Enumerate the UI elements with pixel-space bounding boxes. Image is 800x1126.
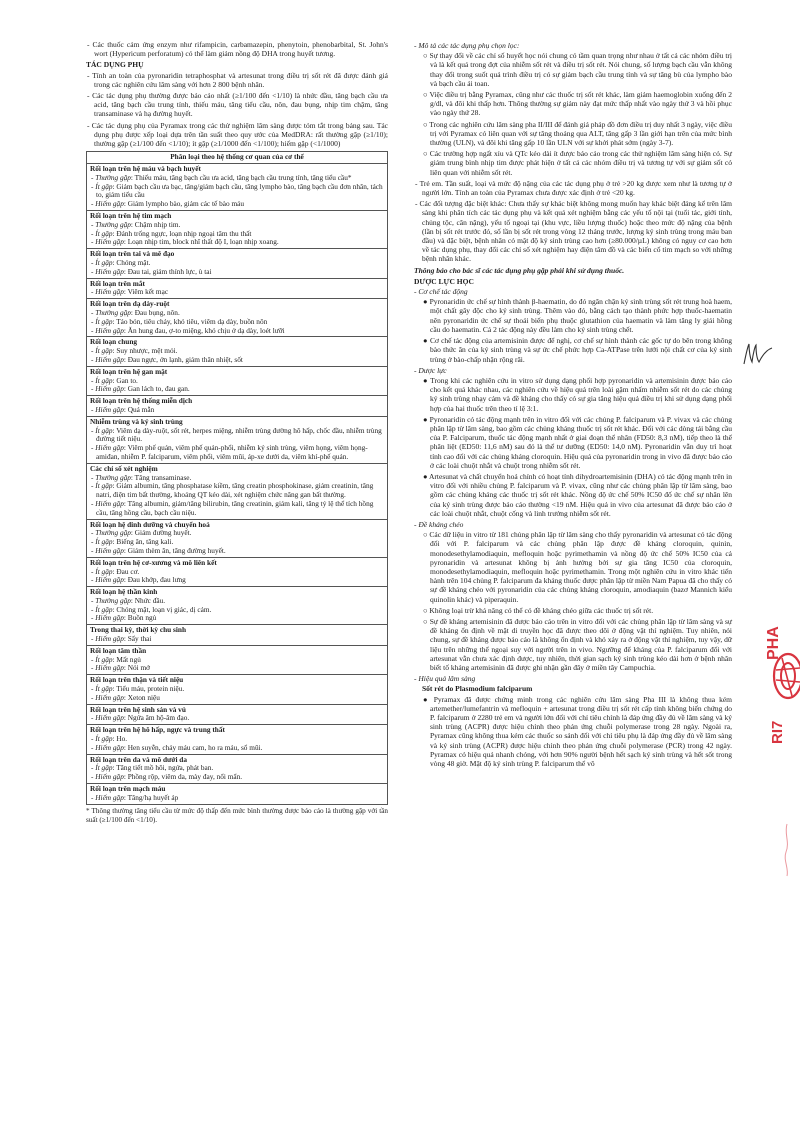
table-row [87, 754, 388, 783]
side-effect-text: : Đau khớp, đau lưng [123, 575, 186, 585]
table-row [87, 704, 388, 725]
side-effect-text: : Hen suyễn, chảy máu cam, ho ra máu, sổ mũi. [123, 742, 263, 752]
organ-system-name: Rối loạn trên hệ tim mạch [90, 211, 172, 221]
table-row [87, 416, 388, 463]
frequency-label: Hiếm gặp [95, 325, 124, 335]
subheading: - Cơ chế tác động [414, 287, 468, 297]
table-cell [87, 645, 388, 674]
side-effect-text: : Gan to. [112, 375, 138, 385]
left-column [86, 40, 388, 827]
organ-system-name: Rối loạn trên hệ gan mật [90, 366, 168, 376]
stamp-text-1: PHA [765, 626, 782, 660]
organ-system-name: Nhiễm trùng và ký sinh trùng [90, 416, 183, 426]
frequency-label: Thường gặp [95, 528, 131, 538]
side-effect-item: - Ít gặp: Ho. [91, 734, 128, 744]
paragraph-children: - Trẻ em. Tần suất, loại và mức độ nặng của các tác dụng phụ ở trẻ >20 kg được xem như là tương tự ở người lớn. Tính an toàn của Pyramax chưa được xác định ở trẻ <20 kg. [415, 178, 732, 198]
side-effect-text: : Biếng ăn, tăng kali. [112, 537, 174, 547]
organ-system-name: Rối loạn trên hệ sinh sản và vú [90, 704, 186, 714]
table-cell [87, 211, 388, 249]
organ-system-name: Trong thai kỳ, thời kỳ chu sinh [90, 625, 187, 635]
side-effect-item: - Hiếm gặp: Tăng/hạ huyết áp [91, 792, 179, 802]
side-effect-item: - Hiếm gặp: Nói mớ [91, 663, 150, 673]
side-effect-text: : Viêm dạ dày-ruột, sốt rét, herpes miệng, nhiễm trùng đường hô hấp, chốc đầu, nhiễm trùng đường tiết niệu. [96, 425, 382, 444]
frequency-label: Ít gặp [95, 316, 113, 326]
side-effect-text: : Giảm thèm ăn, tăng đường huyết. [123, 545, 226, 555]
organ-system-name: Các chỉ số xét nghiệm [90, 463, 158, 473]
side-effect-item: - Hiếm gặp: Viêm phế quản, viêm phế quản-phổi, nhiễm ký sinh trùng, viêm họng, viêm họng-amiđan, nhiễm P. falciparum, viêm phổi, viêm mũi, áp-xe dưới da, viêm khí-phế quản. [91, 443, 368, 461]
side-effect-text: : Tăng transaminase. [130, 472, 192, 482]
table-cell [87, 784, 388, 805]
text: Không loại trừ khả năng có thể có đề kháng chéo giữa các thuốc trị sốt rét. [429, 605, 654, 615]
organ-system-name: Rối loạn trên hệ cơ-xương và mô liên kết [90, 557, 217, 567]
side-effect-item: - Thường gặp: Giảm đường huyết. [91, 528, 192, 538]
side-effect-text: : Ho. [112, 734, 128, 744]
text: Các trường hợp ngất xỉu và QTc kéo dài ít được báo cáo trong các thử nghiệm lâm sàng hiện có. Sự giảm trung bình nhịp tim được phát hiện ở tất cả các nhóm điều trị và tương tự với sự giảm sốt có liên quan với nhiễm sốt rét. [429, 149, 732, 177]
side-effect-item: - Ít gặp: Viêm dạ dày-ruột, sốt rét, herpes miệng, nhiễm trùng đường hô hấp, chốc đầu, nhiễm trùng đường tiết niệu. [91, 425, 382, 444]
organ-system-name: Rối loạn hệ thần kinh [90, 587, 158, 597]
frequency-label: Hiếm gặp [95, 742, 124, 752]
side-effect-item: - Thường gặp: Đau bụng, nôn. [91, 307, 180, 317]
frequency-label: Thường gặp [95, 172, 131, 182]
table-row [87, 784, 388, 805]
side-effects-table [86, 151, 388, 804]
organ-system-name: Rối loạn chung [90, 337, 138, 347]
bullet-paragraph: ○ Sự đề kháng artemisinin đã được báo cáo trên in vitro đối với các chủng phân lập từ lâm sàng và sự đề kháng ổn định về mặt di truyền học đã được theo dõi ở động vật thí nghiệm. Tuy nhiên, nói chung, sự đề kháng được báo cáo là không ổn định và khó xảy ra ở động vật thí nghiệm, tuy vậy, dữ liệu trên những thể ngoại suy với người trên in vivo. Ngưỡng để kháng của P. falciparum đối với artesunat vẫn chưa xác định được, tuy nhiên, thời gian sạch ký sinh trùng kéo dài hơn ở bệnh nhân biết tố kháng artemisinin đã được ghi nhận gần đây ở miền tây Campuchia. [423, 616, 732, 672]
side-effect-text: : Sẩy thai [123, 634, 152, 644]
frequency-label: Hiếm gặp [95, 199, 124, 209]
bullet-paragraph: ○ Việc điều trị bằng Pyramax, cũng như các thuốc trị sốt rét khác, làm giảm haemoglobin xuống đến 2 g/dl, và đôi khi thấp hơn. Thông thường sự giảm này đạt mức thấp nhất vào ngày thứ 3 và hồi phục vào ngày thứ 28. [423, 90, 732, 118]
side-effect-item: - Hiếm gặp: Loạn nhịp tim, block nhĩ thất độ I, loạn nhịp xoang. [91, 237, 279, 247]
table-cell [87, 278, 388, 299]
table-row [87, 557, 388, 586]
organ-system-name: Rối loạn trên mạch máu [90, 784, 166, 794]
table-row [87, 366, 388, 395]
bullet-paragraph: ● Artesunat và chất chuyển hoá chính có hoạt tính dihydroartemisinin (DHA) có tác động mạnh trên in vitro đối với nhiều chủng P. falciparum và P. vivax, cũng như các chủng phân lập từ lâm sàng, bao gồm các chủng kháng các thuốc trị sốt rét khác. Nồng độ ức chế 50% IC50 đố ức chế sự nhân lên của ký sinh trùng được báo cáo thường <19 nM. Hiệu quả in vivo của artesunat đã được báo cáo ở các loài chuột nhắt, chuột cống và linh trưởng nhiễm sốt rét. [423, 471, 732, 518]
side-effect-item: - Ít gặp: Giảm bạch cầu ưa bạc, tăng/giảm bạch cầu, tăng lympho bào, tăng bạch cầu đơn nhân, tách to, giảm tiểu cầu [91, 181, 383, 200]
text: Trong khi các nghiên cứu in vitro sử dụng dạng phối hợp pyronaridin và artemisinin được báo cáo cho kết quả khác nhau, các nghiên cứu về hiệu quả trên loài gặm nhấm nhiễm sốt rét do các chủng ký sinh trùng nhạy cảm và đề kháng cho thấy có sự gia tăng hiệu quả điều trị khi sử dụng dạng phối hợp của hai thuốc trên theo tỉ lệ 3:1. [430, 375, 732, 413]
table-cell [87, 625, 388, 646]
subsection-title: Sốt rét do Plasmodium falciparum [422, 684, 533, 694]
signature-icon [740, 340, 776, 368]
frequency-label: Hiếm gặp [95, 354, 124, 364]
side-effect-text: : Gan lách to, đau gan. [123, 384, 190, 394]
table-cell [87, 587, 388, 625]
frequency-label: Ít gặp [95, 228, 113, 238]
side-effect-text: : Suy nhược, mệt mỏi. [112, 346, 178, 356]
text: Artesunat và chất chuyển hoá chính có hoạt tính dihydroartemisinin (DHA) có tác động mạnh trên in vitro đối với nhiều chủng P. falciparum và P. vivax, cũng như các chủng phân lập từ lâm sàng, bao gồm các chủng kháng các thuốc trị sốt rét khác. Nồng độ ức chế 50% IC50 đố ức chế sự nhân lên của ký sinh trùng được báo cáo thường <19 nM. Hiệu quả in vivo của artesunat đã được báo cáo ở các loài chuột nhắt, chuột cống và linh trưởng nhiễm sốt rét. [429, 471, 732, 518]
frequency-label: Hiếm gặp [95, 692, 124, 702]
organ-system-name: Rối loạn trên hệ máu và bạch huyết [90, 164, 201, 174]
bullet-paragraph: ○ Trong các nghiên cứu lâm sàng pha II/III để đánh giá pháp đồ đơn điều trị duy nhất 3 ngày, việc điều trị với Pyramax có liên quan với sự tăng thoáng qua ALT, tăng gấp 3 lần giới hạn trên của mức bình thường (ULN), và đôi khi tăng gấp 10 lần ULN với sự khởi phát sớm (ngày 3-7). [423, 119, 732, 148]
organ-system-name: Rối loạn trên thận và tiết niệu [90, 675, 184, 685]
organ-system-name: Rối loạn trên da và mô dưới da [90, 754, 188, 764]
side-effect-item: - Hiếm gặp: Buồn ngủ [91, 613, 157, 623]
text: Sự thay đổi về các chỉ số huyết học nói chung có tầm quan trọng như nhau ở tất cả các nhóm điều trị và là kết quả trong đợt của nhiễm sốt rét và điều trị sốt rét. Nói chung, số lượng bạch cầu vẫn không thay đổi trong suốt quá trình điều trị có sự giảm bạch cầu trung tính và sự tăng bù của lympho bào và bạch cầu ái toan. [429, 51, 732, 88]
table-row [87, 249, 388, 278]
side-effect-text: : Giảm albumin, tăng phosphatase kiềm, tăng creatin phosphokinase, giảm creatinin, tăng natri, điện tim bất thường, khoảng QT kéo dài, xét nghiệm chức năng gan bất thường. [96, 481, 374, 500]
side-effect-text: : Tăng albumin, giảm/tăng bilirubin, tăng creatinin, giảm kali, tăng tỷ lệ thể tích hồng cầu, tăng hồng cầu, bạch cầu niệu. [96, 498, 374, 517]
text: Trong các nghiên cứu lâm sàng pha II/III để đánh giá pháp đồ đơn điều trị duy nhất 3 ngày, việc điều trị với Pyramax có liên quan với sự tăng thoáng qua ALT, tăng gấp 3 lần giới hạn trên của mức bình thường (ULN), và đôi khi tăng gấp 10 lần ULN với sự khởi phát sớm (ngày 3-7). [429, 119, 732, 148]
paragraph-special-populations: - Các đối tượng đặc biệt khác: Chưa thấy sự khác biệt không mong muốn hay khác biệt đáng kể trên lâm sàng khi phân tích các tác dụng phụ và kết quả xét nghiệm bằng các yếu tố nội tại (tuổi tác, giới tính, chủng tộc, cân nặng), yếu tố ngoại tại (khu vực, liều lượng thuốc) hoặc theo mức độ nặng của bệnh (lần bị sốt rét trước đó, số lần bị sốt rét trong vòng 12 tháng trước, lượng ký sinh trùng trong máu ban đầu) và đặc biệt, bệnh nhân có mật độ ký sinh trùng cao hơn (≥80.000/µL) không có nguy cơ cao hơn về tác dụng phụ, thay đổi các chỉ số xét nghiệm hay điện tâm đồ và các biến cố tim mạch so với những bệnh nhân khác. [415, 199, 732, 264]
side-effect-item: - Thường gặp: Thiếu máu, tăng bạch cầu ưa acid, tăng bạch cầu trung tính, tăng tiểu cầu* [91, 172, 352, 182]
frequency-label: Hiếm gặp [95, 663, 124, 673]
frequency-label: Ít gặp [95, 566, 113, 576]
table-cell [87, 754, 388, 783]
side-effect-text: : Mất ngủ [112, 654, 141, 664]
right-column [414, 40, 732, 770]
side-effect-text: : Phồng rộp, viêm da, mày đay, nổi mẩn. [123, 772, 243, 782]
side-effect-text: : Đau bụng, nôn. [130, 307, 180, 317]
side-effect-item: - Hiếm gặp: Gan lách to, đau gan. [91, 384, 190, 394]
table-cell [87, 299, 388, 337]
side-effect-item: - Ít gặp: Tiểu máu, protein niệu. [91, 684, 185, 694]
table-row [87, 587, 388, 625]
side-effect-text: : Đánh trống ngực, loạn nhịp ngoại tâm thu thất [112, 228, 252, 238]
side-effect-item: - Hiếm gặp: Viêm kết mạc [91, 287, 169, 297]
frequency-label: Hiếm gặp [95, 266, 124, 276]
side-effect-item: - Ít gặp: Tăng tiết mồ hôi, ngứa, phát ban. [91, 763, 214, 773]
frequency-label: Hiếm gặp [95, 545, 124, 555]
side-effect-text: : Giảm bạch cầu ưa bạc, tăng/giảm bạch cầu, tăng lympho bào, tăng bạch cầu đơn nhân, tách to, giảm tiểu cầu [96, 181, 383, 200]
frequency-label: Ít gặp [95, 425, 113, 435]
side-effect-text: : Tiểu máu, protein niệu. [112, 684, 185, 694]
paragraph: - Các tác dụng phụ của Pyramax trong các thử nghiệm lâm sàng được tóm tắt trong bảng sau. Tác dụng phụ được xếp loại dựa trên tần suất theo quy ước của MedDRA: rất thường gặp (≥1/10); thường gặp (≥1/100 đến <1/10); ít gặp (≥1/1000 đến <1/100); hiếm gặp (<1/1000) [87, 120, 388, 149]
text: Pyronaridin ức chế sự hình thành β-haematin, do đó ngăn chặn ký sinh trùng sốt rét trung hoà haem, một chất gây độc cho ký sinh trùng. Thêm vào đó, bằng cách tạo thành phức hợp thuốc-haematin nên pyronaridin ức chế sự thoái biến phụ thuộc glutathion của haematin và làm tăng ly giải hồng cầu do haematin. Cả 2 tác động này đều làm cho ký sinh trùng chết. [429, 297, 732, 334]
frequency-label: Thường gặp [95, 219, 131, 229]
side-effect-text: : Tăng tiết mồ hôi, ngứa, phát ban. [112, 763, 214, 773]
frequency-label: Hiếm gặp [95, 792, 124, 802]
frequency-label: Ít gặp [95, 763, 113, 773]
side-effect-item: - Hiếm gặp: Quá mẫn [91, 404, 155, 414]
text: Cơ chế tác động của artemisinin được để nghị, cơ chế sự hình thành các gốc tự do bên trong không bào thức ăn của ký sinh trùng và sự ức chế phức hợp Ca-ATPase trên lưới nội chất cơ của ký sinh trùng ở bào-chấp nhận rộng rãi. [429, 336, 733, 364]
side-effect-item: - Hiếm gặp: Xeton niệu [91, 692, 160, 702]
frequency-label: Ít gặp [95, 258, 113, 267]
organ-system-name: Rối loạn hệ dinh dưỡng và chuyển hoá [90, 519, 210, 529]
text: Các dữ liệu in vitro từ 181 chủng phân lập từ lâm sàng cho thấy pyronaridin và artesunat có tác động đối với P. falciparum và các chủng phân lập được đề kháng cloroquin, quinin, monodesethylamodiaquin, mefloquin hoặc pyrimethamin và nồng độ ức chế 50% IC50 của cả pyronaridin và artesunat không bị ảnh hưởng bởi sự gia tăng IC50 của cloroquin, monodesethylamodiaquin, mefloquin hoặc pyrimethamin. Trong một nghiên cứu in vitro khác tiến hành trên 104 chủng P. falciparum đa kháng thuốc được phân lập từ miền Nam Papua đã cho thấy có sự đề kháng chéo với pyronaridin của các chủng kháng cloroquin, amodiaquin (bazơ Mannich kiểu quinolin khác) và piperaquin. [429, 530, 733, 604]
frequency-label: Ít gặp [95, 654, 113, 664]
side-effect-item: - Hiếm gặp: Ngứa âm hộ-âm đạo. [91, 713, 190, 723]
side-effect-text: : Chóng mặt, loạn vị giác, dị cảm. [112, 604, 212, 614]
side-effect-item: - Hiếm gặp: Đau tai, giảm thính lực, ù tai [91, 266, 212, 276]
side-effect-item: - Ít gặp: Mất ngủ [91, 654, 141, 664]
frequency-label: Ít gặp [95, 181, 113, 191]
table-cell [87, 725, 388, 754]
table-row [87, 463, 388, 519]
side-effect-item: - Ít gặp: Đau cơ. [91, 566, 140, 576]
bullet-paragraph: ○ Sự thay đổi về các chỉ số huyết học nói chung có tầm quan trọng như nhau ở tất cả các nhóm điều trị và là kết quả trong đợt của nhiễm sốt rét và điều trị sốt rét. Nói chung, số lượng bạch cầu vẫn không thay đổi trong suốt quá trình điều trị có sự giảm bạch cầu trung tính và sự tăng bù của lympho bào và bạch cầu ái toan. [423, 51, 732, 88]
table-row [87, 519, 388, 557]
side-effect-item: - Ít gặp: Chóng mặt, loạn vị giác, dị cảm. [91, 604, 212, 614]
side-effect-item: - Hiếm gặp: Giảm thèm ăn, tăng đường huyết. [91, 545, 226, 555]
side-effect-item: - Hiếm gặp: Sẩy thai [91, 634, 152, 644]
organ-system-name: Rối loạn trên hệ hô hấp, ngực và trung thất [90, 725, 225, 735]
side-effect-text: : Nói mớ [123, 663, 150, 673]
organ-system-name: Rối loạn trên tai và mê đạo [90, 249, 175, 259]
table-cell [87, 557, 388, 586]
side-effect-item: - Ít gặp: Giảm albumin, tăng phosphatase kiềm, tăng creatin phosphokinase, giảm creatinin, tăng natri, điện tim bất thường, khoảng QT kéo dài, xét nghiệm chức năng gan bất thường. [91, 481, 374, 500]
frequency-label: Thường gặp [95, 472, 131, 482]
handwriting-mark-icon [778, 820, 796, 880]
frequency-label: Ít gặp [95, 604, 113, 614]
table-cell [87, 396, 388, 417]
side-effect-item: - Ít gặp: Suy nhược, mệt mỏi. [91, 346, 178, 356]
frequency-label: Thường gặp [95, 307, 131, 317]
frequency-label: Hiếm gặp [95, 287, 124, 297]
side-effect-item: - Hiếm gặp: Ăn hung đau, ợ-to miệng, khó chịu ở dạ dày, loét lưỡi [91, 325, 285, 335]
section-heading-pharmacodynamics: DƯỢC LỰC HỌC [414, 276, 474, 286]
subheading: - Đề kháng chéo [414, 519, 464, 529]
side-effect-item: - Ít gặp: Gan to. [91, 375, 138, 385]
table-cell [87, 164, 388, 211]
side-effect-item: - Ít gặp: Chóng mặt. [91, 258, 151, 267]
subheading: - Mô tả các tác dụng phụ chọn lọc: [414, 41, 520, 50]
bullet-paragraph: ● Pyramax đã được chứng minh trong các nghiên cứu lâm sàng Pha III là không thua kém artemether/lumefantrin và mefloquin + artesunat trong điều trị sốt rét cấp tính không biến chứng do P. falciparum ở 2280 trẻ em và người lớn đối với chỉ tiêu chính là đáp ứng đầy đủ về lâm sàng và ký sinh trùng (ACPR) được hiệu chỉnh theo phản ứng chuỗi polymerase trong 28 ngày. Ngoài ra, Pyramax cũng không thua kém các thuốc so sánh đối với chỉ tiêu phụ là đáp ứng đầy đủ về lâm sàng và ký sinh trùng (ACPR) được hiệu chỉnh theo phản ứng chuỗi polymerase (PCR) trong 42 ngày. Pyramax có hiệu quả nhanh chóng, với hơn 90% người bệnh hết sạch ký sinh trùng và hết sốt trong vòng 48 giờ. Mật độ ký sinh trùng P. falciparum thể vô [423, 694, 733, 769]
text: Việc điều trị bằng Pyramax, cũng như các thuốc trị sốt rét khác, làm giảm haemoglobin xuống đến 2 g/dl, và đôi khi thấp hơn. Thông thường sự giảm này đạt mức thấp nhất vào ngày thứ 3 và hồi phục vào ngày thứ 28. [429, 90, 732, 118]
side-effect-item: - Ít gặp: Biếng ăn, tăng kali. [91, 537, 174, 547]
section-heading-side-effects: TÁC DỤNG PHỤ [86, 60, 144, 70]
side-effect-item: - Thường gặp: Chậm nhịp tim. [91, 219, 181, 229]
frequency-label: Ít gặp [95, 734, 113, 744]
table-row [87, 337, 388, 366]
frequency-label: Hiếm gặp [95, 498, 124, 508]
table-cell [87, 675, 388, 704]
side-effect-text: : Đau cơ. [112, 566, 140, 576]
side-effect-item: - Hiếm gặp: Tăng albumin, giảm/tăng bilirubin, tăng creatinin, giảm kali, tăng tỷ lệ thể tích hồng cầu, tăng hồng cầu, bạch cầu niệu. [91, 498, 374, 517]
table-cell [87, 337, 388, 366]
organ-system-name: Rối loạn trên hệ thống miễn dịch [90, 396, 193, 406]
bullet-paragraph: ● Cơ chế tác động của artemisinin được để nghị, cơ chế sự hình thành các gốc tự do bên trong không bào thức ăn của ký sinh trùng và sự ức chế phức hợp Ca-ATPase trên lưới nội chất cơ của ký sinh trùng ở bào-chấp nhận rộng rãi. [423, 336, 733, 364]
table-row [87, 625, 388, 646]
frequency-label: Hiếm gặp [95, 713, 124, 723]
table-cell [87, 249, 388, 278]
table-row [87, 396, 388, 417]
side-effect-text: : Chậm nhịp tim. [130, 219, 181, 229]
paragraph: - Tính an toàn của pyronaridin tetraphosphat và artesunat trong điều trị sốt rét đã được đánh giá trong các nghiên cứu lâm sàng với hơn 2 800 bệnh nhân. [87, 70, 388, 89]
side-effect-text: : Thiếu máu, tăng bạch cầu ưa acid, tăng bạch cầu trung tính, tăng tiểu cầu* [130, 172, 352, 182]
table-row [87, 299, 388, 337]
side-effect-text: : Giảm lympho bào, giảm các tế bào máu [123, 199, 245, 209]
text: Pyramax đã được chứng minh trong các nghiên cứu lâm sàng Pha III là không thua kém artemether/lumefantrin và mefloquin + artesunat trong điều trị sốt rét cấp tính không biến chứng do P. falciparum ở 2280 trẻ em và người lớn đối với chỉ tiêu chính là đáp ứng đầy đủ về lâm sàng và ký sinh trùng (ACPR) được hiệu chỉnh theo phản ứng chuỗi polymerase trong 28 ngày. Ngoài ra, Pyramax cũng không thua kém các thuốc so sánh đối với chỉ tiêu phụ là đáp ứng đầy đủ về lâm sàng và ký sinh trùng (ACPR) được hiệu chỉnh theo phản ứng chuỗi polymerase (PCR) trong 42 ngày. Pyramax có hiệu quả nhanh chóng, với hơn 90% người bệnh hết sạch ký sinh trùng và hết sốt trong vòng 48 giờ. Mật độ ký sinh trùng P. falciparum thể vô [430, 694, 733, 769]
frequency-label: Hiếm gặp [95, 634, 124, 644]
text: Sự đề kháng artemisinin đã được báo cáo trên in vitro đối với các chủng phân lập từ lâm sàng và sự đề kháng ổn định về mặt di truyền học đã được theo dõi ở động vật thí nghiệm. Tuy nhiên, nói chung, sự đề kháng được báo cáo là không ổn định và khó xảy ra ở động vật thí nghiệm, tuy vậy, dữ liệu trên những thể ngoại suy với người trên in vivo. Ngưỡng để kháng của P. falciparum đối với artesunat vẫn chưa xác định được, tuy nhiên, thời gian sạch ký sinh trùng kéo dài hơn ở bệnh nhân biết tố kháng artemisinin đã được ghi nhận gần đây ở miền tây Campuchia. [429, 616, 732, 672]
frequency-label: Ít gặp [95, 346, 113, 356]
bullet-paragraph: ○ Các dữ liệu in vitro từ 181 chủng phân lập từ lâm sàng cho thấy pyronaridin và artesunat có tác động đối với P. falciparum và các chủng phân lập được đề kháng cloroquin, quinin, monodesethylamodiaquin, mefloquin hoặc pyrimethamin và nồng độ ức chế 50% IC50 của cả pyronaridin và artesunat không bị ảnh hưởng bởi sự gia tăng IC50 của cloroquin, monodesethylamodiaquin, mefloquin hoặc pyrimethamin. Trong một nghiên cứu in vitro khác tiến hành trên 104 chủng P. falciparum đa kháng thuốc được phân lập từ miền Nam Papua đã cho thấy có sự đề kháng chéo với pyronaridin của các chủng kháng cloroquin, amodiaquin (bazơ Mannich kiểu quinolin khác) và piperaquin. [423, 530, 733, 604]
subheading: - Hiệu quả lâm sàng [414, 674, 476, 684]
side-effect-text: : Viêm phế quản, viêm phế quản-phổi, nhiễm ký sinh trùng, viêm họng, viêm họng-amiđan, nhiễm P. falciparum, viêm phổi, viêm mũi, áp-xe dưới da, viêm khí-phế quản. [96, 443, 368, 461]
side-effect-text: : Đau ngực, ớn lạnh, giảm thân nhiệt, sốt [123, 354, 243, 364]
table-cell [87, 519, 388, 557]
interaction-paragraph: - Các thuốc cảm ứng enzym như rifampicin, carbamazepin, phenytoin, phenobarbital, St. John's wort (Hypericum perforatum) có thể làm giảm nồng độ DHA trong huyết tương. [87, 40, 388, 59]
bullet-paragraph: ● Pyronaridin có tác động mạnh trên in vitro đối với các chủng P. falciparum và P. vivax và các chủng phân lập từ lâm sàng, bao gồm các chủng kháng thuốc trị sốt rét khác. Đối với các dòng tái bằng cầu của P. Falciparum, thuốc tác động mạnh nhất ở giai đoạn thể nhân (FD50: 8,3 nM), tiếp theo là thể phân liệt (ED50: 11,6 nM) sau đó là thể tư dưỡng (ED50: 14,0 nM). Pyronaridin vẫn duy trì hoạt tính cao đối với các chủng kháng cloroquin. Hiệu quả của pyronaridin trong in vivo đã được báo cáo ở các loài chuột nhắt và chuột trong nhiễm sốt rét. [423, 414, 733, 470]
stamp-text-2: RI7 [769, 720, 786, 744]
side-effect-text: : Loạn nhịp tim, block nhĩ thất độ I, loạn nhịp xoang. [123, 237, 279, 247]
frequency-label: Hiếm gặp [95, 404, 124, 414]
frequency-label: Ít gặp [95, 537, 113, 547]
side-effect-text: : Ngứa âm hộ-âm đạo. [123, 713, 190, 723]
table-cell [87, 463, 388, 519]
side-effect-item: - Hiếm gặp: Đau ngực, ớn lạnh, giảm thân nhiệt, sốt [91, 354, 243, 364]
frequency-label: Hiếm gặp [95, 443, 124, 453]
side-effect-text: : Chóng mặt. [112, 258, 151, 267]
table-cell [87, 704, 388, 725]
bullet-paragraph: ○ Không loại trừ khả năng có thể có đề kháng chéo giữa các thuốc trị sốt rét. [423, 605, 654, 615]
table-cell [87, 366, 388, 395]
frequency-label: Hiếm gặp [95, 384, 124, 394]
table-row [87, 725, 388, 754]
table-row [87, 211, 388, 249]
side-effect-item: - Hiếm gặp: Phồng rộp, viêm da, mày đay, nổi mẩn. [91, 772, 243, 782]
side-effect-item: - Ít gặp: Đánh trống ngực, loạn nhịp ngoại tâm thu thất [91, 228, 252, 238]
frequency-label: Ít gặp [95, 684, 113, 694]
side-effect-item: - Ít gặp: Táo bón, tiêu chảy, khó tiêu, viêm dạ dày, buồn nôn [91, 316, 268, 326]
stamp-icon [762, 610, 800, 750]
table-title: Phân loại theo hệ thống cơ quan của cơ thể [87, 152, 388, 164]
table-row [87, 278, 388, 299]
frequency-label: Hiếm gặp [95, 772, 124, 782]
side-effect-text: : Viêm kết mạc [123, 287, 169, 297]
side-effect-item: - Hiếm gặp: Đau khớp, đau lưng [91, 575, 186, 585]
subheading: - Dược lực [414, 365, 447, 375]
organ-system-name: Rối loạn tâm thần [90, 645, 147, 655]
organ-system-name: Rối loạn trên dạ dày-ruột [90, 299, 170, 309]
side-effect-text: : Táo bón, tiêu chảy, khó tiêu, viêm dạ dày, buồn nôn [112, 316, 268, 326]
frequency-label: Hiếm gặp [95, 575, 124, 585]
notify-doctor: Thông báo cho bác sĩ các tác dụng phụ gặp phải khi sử dụng thuốc. [414, 265, 625, 275]
side-effect-text: : Giảm đường huyết. [130, 528, 192, 538]
side-effect-item: - Thường gặp: Tăng transaminase. [91, 472, 192, 482]
side-effect-text: : Tăng/hạ huyết áp [123, 792, 179, 802]
paragraph: - Các tác dụng phụ thường được báo cáo nhất (≥1/100 đến <1/10) là nhức đầu, tăng bạch cầu ưa acid, tăng bạch cầu trung tính, thiếu máu, tăng tiểu cầu, nôn, đau bụng, nhịp tim chậm, tăng transaminase và hạ đường huyết. [87, 91, 388, 119]
bullet-paragraph: ○ Các trường hợp ngất xỉu và QTc kéo dài ít được báo cáo trong các thử nghiệm lâm sàng hiện có. Sự giảm trung bình nhịp tim được phát hiện ở tất cả các nhóm điều trị và tương tự với sự giảm sốt có liên quan với nhiễm sốt rét. [423, 149, 732, 177]
side-effect-item: - Thường gặp: Nhức đầu. [91, 595, 166, 605]
frequency-label: Ít gặp [95, 481, 113, 491]
table-footnote: * Thông thường tăng tiểu cầu từ mức độ thấp đến mức bình thường được báo cáo là thường gặp với tần suất (≥1/100 đến <1/10). [86, 806, 388, 824]
bullet-paragraph: ● Pyronaridin ức chế sự hình thành β-haematin, do đó ngăn chặn ký sinh trùng sốt rét trung hoà haem, một chất gây độc cho ký sinh trùng. Thêm vào đó, bằng cách tạo thành phức hợp thuốc-haematin nên pyronaridin ức chế sự thoái biến phụ thuộc glutathion của haematin và làm tăng ly giải hồng cầu do haematin. Cả 2 tác động này đều làm cho ký sinh trùng chết. [423, 297, 732, 334]
frequency-label: Ít gặp [95, 375, 113, 385]
frequency-label: Hiếm gặp [95, 237, 124, 247]
frequency-label: Thường gặp [95, 595, 131, 605]
frequency-label: Hiếm gặp [95, 613, 124, 623]
table-row [87, 645, 388, 674]
table-cell [87, 416, 388, 463]
side-effect-text: : Ăn hung đau, ợ-to miệng, khó chịu ở dạ dày, loét lưỡi [123, 325, 285, 335]
side-effect-item: - Hiếm gặp: Giảm lympho bào, giảm các tế bào máu [91, 199, 245, 209]
organ-system-name: Rối loạn trên mắt [90, 278, 145, 288]
bullet-paragraph: ● Trong khi các nghiên cứu in vitro sử dụng dạng phối hợp pyronaridin và artemisinin được báo cáo cho kết quả khác nhau, các nghiên cứu về hiệu quả trên loài gặm nhấm nhiễm sốt rét do các chủng ký sinh trùng nhạy cảm và đề kháng cho thấy có sự gia tăng hiệu quả điều trị khi sử dụng dạng phối hợp của hai thuốc trên theo tỉ lệ 3:1. [423, 375, 732, 413]
table-row [87, 675, 388, 704]
side-effect-text: : Quá mẫn [123, 404, 155, 414]
side-effect-text: : Buồn ngủ [123, 613, 157, 623]
side-effect-text: : Xeton niệu [123, 692, 160, 702]
text: Pyronaridin có tác động mạnh trên in vitro đối với các chủng P. falciparum và P. vivax và các chủng phân lập từ lâm sàng, bao gồm các chủng kháng thuốc trị sốt rét khác. Đối với các dòng tái bằng cầu của P. Falciparum, thuốc tác động mạnh nhất ở giai đoạn thể nhân (FD50: 8,3 nM), tiếp theo là thể phân liệt (ED50: 11,6 nM) sau đó là thể tư dưỡng (ED50: 14,0 nM). Pyronaridin vẫn duy trì hoạt tính cao đối với các chủng kháng cloroquin. Hiệu quả của pyronaridin trong in vivo đã được báo cáo ở các loài chuột nhắt và chuột trong nhiễm sốt rét. [429, 414, 733, 470]
side-effect-text: : Nhức đầu. [130, 595, 166, 605]
side-effect-item: - Hiếm gặp: Hen suyễn, chảy máu cam, ho ra máu, sổ mũi. [91, 742, 263, 752]
table-row [87, 164, 388, 211]
side-effect-text: : Đau tai, giảm thính lực, ù tai [123, 266, 212, 276]
